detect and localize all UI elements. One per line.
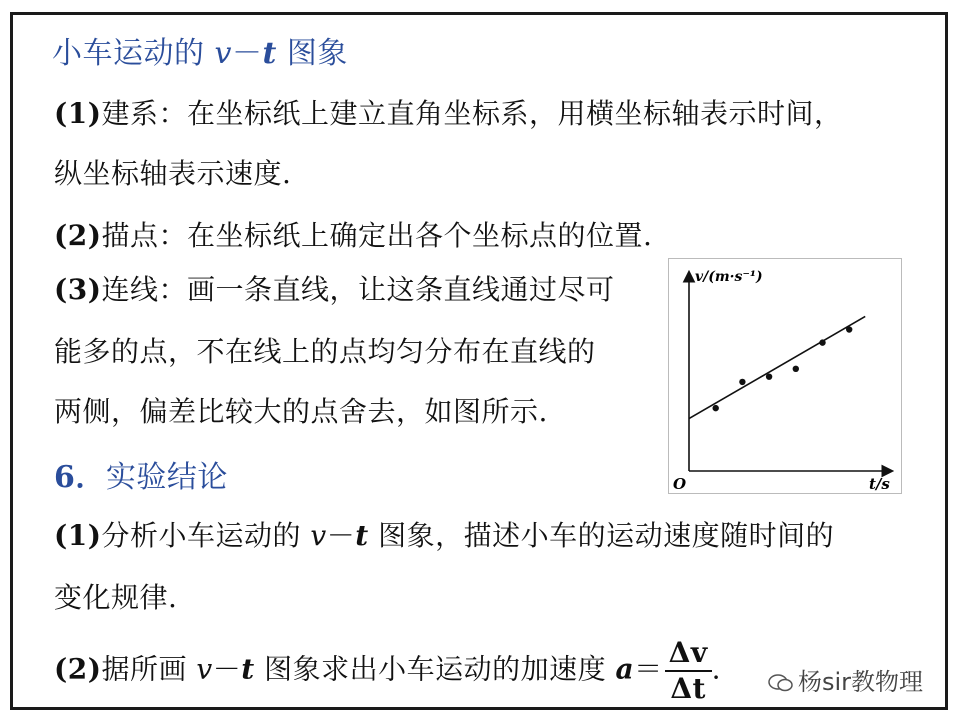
heading-conclusion: 6．实验结论	[54, 460, 228, 495]
data-marks	[689, 316, 865, 418]
step-1-line-2: 纵坐标轴表示速度.	[54, 157, 292, 190]
conclusion-1-line-1: (1)分析小车运动的 v－t 图象，描述小车的运动速度随时间的	[54, 519, 835, 552]
step-3-line-3: 两侧，偏差比较大的点舍去，如图所示.	[54, 395, 548, 428]
vt-graph-svg	[669, 259, 901, 493]
wechat-icon	[768, 673, 794, 693]
acceleration-fraction: $\frac{\Delta v}{\Delta t}$	[665, 636, 712, 706]
watermark: 杨sir教物理	[768, 662, 923, 697]
step-2: (2)描点：在坐标纸上确定出各个坐标点的位置.	[54, 219, 653, 252]
step-3-line-1: (3)连线：画一条直线，让这条直线通过尽可	[54, 273, 615, 306]
fit-line	[689, 316, 865, 418]
heading-vt-graph: 小车运动的 v－t 图象	[52, 36, 348, 71]
vt-graph	[668, 258, 902, 494]
step-1-line-1: (1)建系：在坐标纸上建立直角坐标系，用横坐标轴表示时间，	[54, 97, 843, 130]
origin-label: O	[673, 475, 687, 493]
data-point	[713, 405, 719, 411]
step-3-line-2: 能多的点，不在线上的点均匀分布在直线的	[54, 335, 596, 368]
data-point	[819, 339, 825, 345]
data-point	[793, 366, 799, 372]
data-point	[846, 326, 852, 332]
y-axis-label: v/(m·s⁻¹)	[695, 269, 763, 285]
x-axis-label: t/s	[869, 475, 890, 493]
conclusion-2: (2)据所画 v－t 图象求出小车运动的加速度 a＝ $\frac{\Delta v}{\Delta t}$ .	[54, 636, 722, 705]
data-point	[739, 379, 745, 385]
conclusion-1-line-2: 变化规律.	[54, 581, 178, 614]
data-point	[766, 373, 772, 379]
